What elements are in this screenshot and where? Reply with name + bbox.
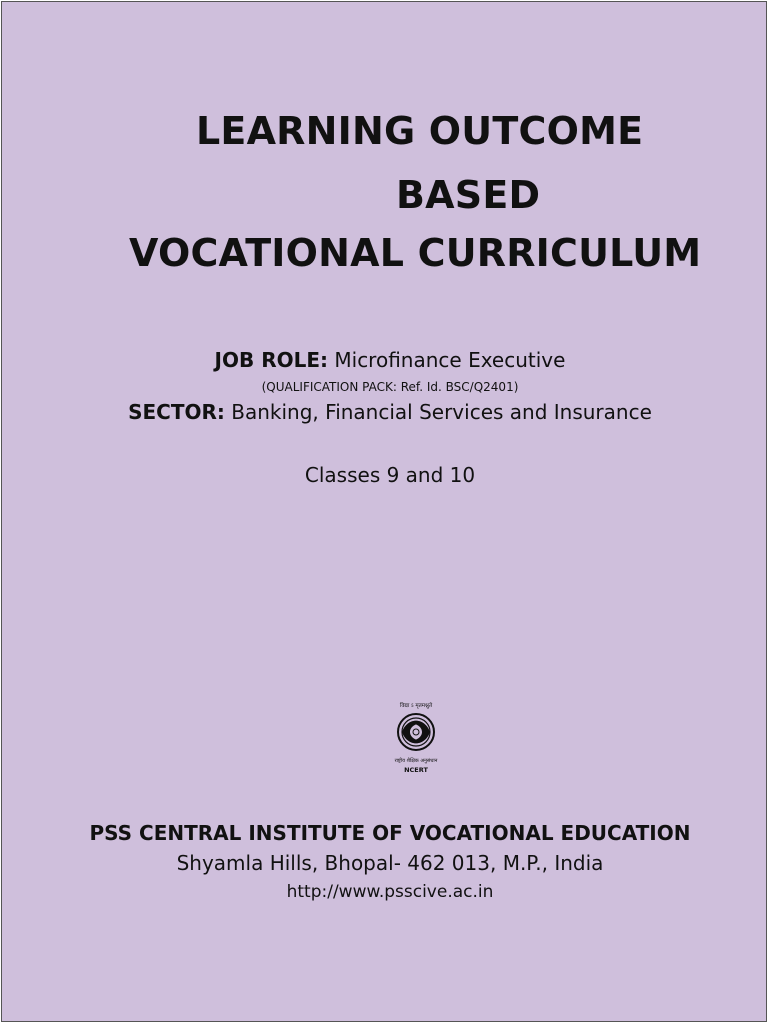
- logo-tagline: विद्या ऽ मृतमश्नुते: [399, 703, 433, 709]
- sector: [14, 400, 766, 424]
- job-role-label: JOB ROLE:: [214, 348, 329, 372]
- institute-name: PSS CENTRAL INSTITUTE OF VOCATIONAL EDUCATION: [89, 821, 691, 845]
- institute-address: Shyamla Hills, Bhopal- 462 013, M.P., India: [176, 851, 604, 875]
- logo-hindi-name: राष्ट्रीय शैक्षिक अनुसंधान: [394, 758, 438, 764]
- title-line-1: LEARNING OUTCOME: [196, 109, 644, 153]
- title-line-3: VOCATIONAL CURRICULUM: [129, 231, 702, 275]
- qualification-pack: (QUALIFICATION PACK: Ref. Id. BSC/Q2401): [261, 380, 519, 394]
- cover-page: [1, 1, 767, 1022]
- job-role: [14, 348, 766, 372]
- institute-website-link[interactable]: http://www.psscive.ac.in: [286, 882, 494, 902]
- sector-label: SECTOR:: [128, 400, 225, 424]
- title-line-2: BASED: [396, 173, 541, 217]
- sector-value: Banking, Financial Services and Insurance: [231, 400, 652, 424]
- job-role-value: Microfinance Executive: [334, 348, 566, 372]
- classes: Classes 9 and 10: [304, 463, 476, 487]
- logo-abbrev: NCERT: [404, 766, 428, 774]
- ncert-emblem-icon: [388, 700, 444, 776]
